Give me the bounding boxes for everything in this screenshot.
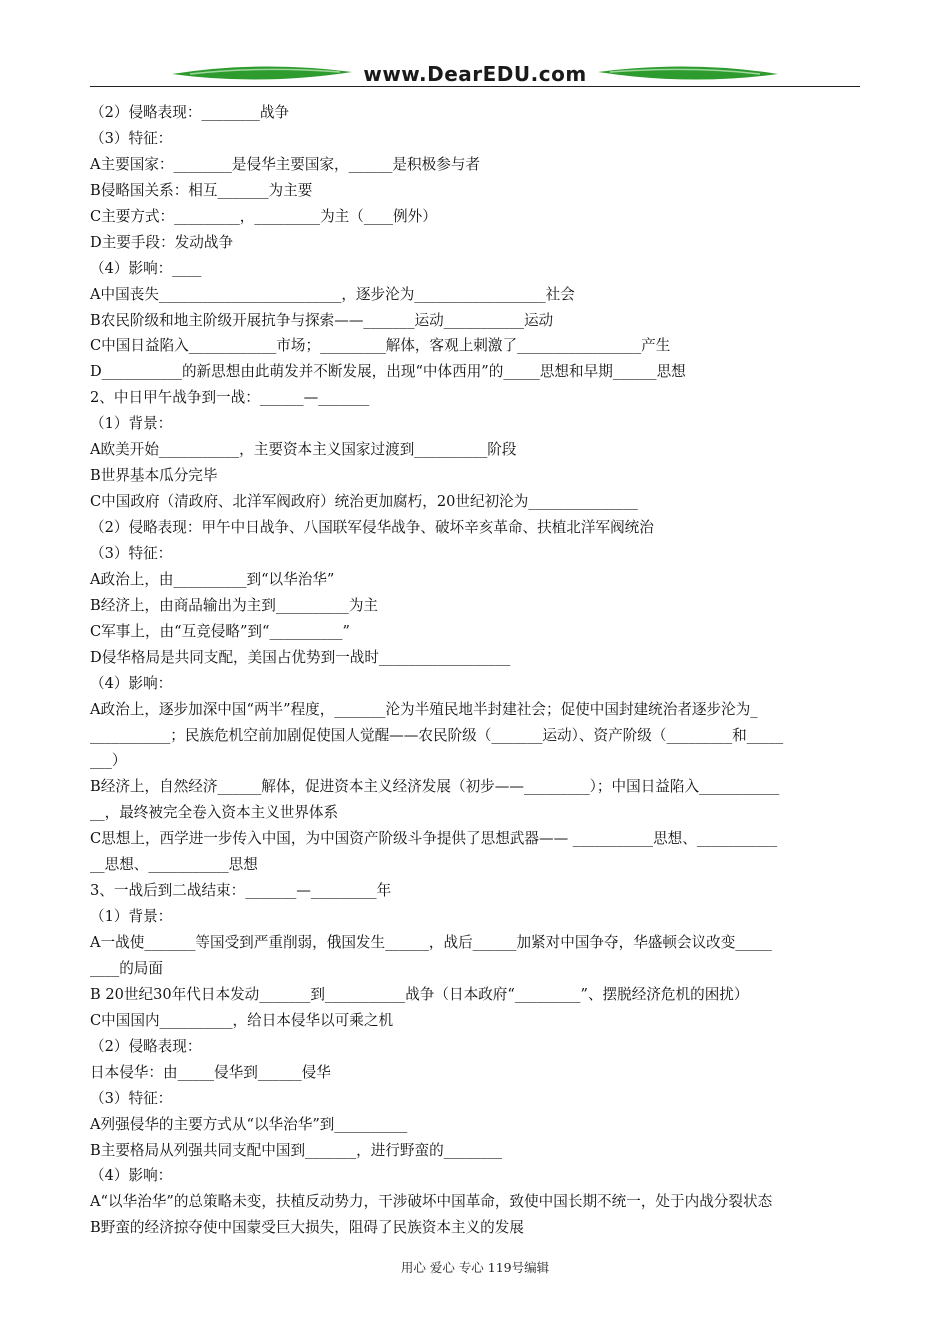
text-line: ____的局面 <box>90 959 163 977</box>
text-line: （3）特征： <box>90 129 173 147</box>
text-line: B主要格局从列强共同支配中国到_______，进行野蛮的________ <box>90 1141 503 1159</box>
document-body <box>90 100 860 1241</box>
text-line: C军事上，由“互竞侵略”到“__________” <box>90 622 350 640</box>
text-line: （4）影响： <box>90 1167 173 1185</box>
site-logo[interactable]: www.DearEDU.com <box>363 62 587 86</box>
text-line: A政治上，由__________到“以华治华” <box>90 570 335 588</box>
text-line: （2）侵略表现：________战争 <box>90 104 290 121</box>
text-line: A“以华治华”的总策略未变，扶植反动势力，干涉破坏中国革命，致使中国长期不统一，处于内战分裂状态 <box>90 1193 773 1211</box>
text-line: A中国丧失_________________________，逐步沦为__________________社会 <box>90 285 575 303</box>
text-line: A列强侵华的主要方式从“以华治华”到__________ <box>90 1115 408 1133</box>
page-footer: 用心 爱心 专心 119号编辑 <box>400 1260 550 1275</box>
text-line: B世界基本瓜分完毕 <box>90 467 218 485</box>
text-line: C中国政府（清政府、北洋军阀政府）统治更加腐朽，20世纪初沦为_______________ <box>90 493 638 511</box>
text-line: （4）影响：____ <box>90 259 202 277</box>
text-line: B经济上，由商品输出为主到__________为主 <box>90 596 379 614</box>
text-line: A一战使_______等国受到严重削弱，俄国发生______，战后______加紧对中国争夺，华盛顿会议改变_____ <box>90 934 772 951</box>
text-line: D___________的新思想由此萌发并不断发展，出现“中体西用”的_____思想和早期______思想 <box>90 363 686 381</box>
text-line: （2）侵略表现：甲午中日战争、八国联军侵华战争、破坏辛亥革命、扶植北洋军阀统治 <box>90 519 654 536</box>
text-line: __思想、___________思想 <box>90 856 258 874</box>
text-line: （2）侵略表现： <box>90 1037 202 1055</box>
text-line: B侵略国关系：相互_______为主要 <box>90 181 313 199</box>
text-line: ___________；民族危机空前加剧促使国人觉醒——农民阶级（_______运动）、资产阶级（_________和_____ <box>90 726 784 744</box>
text-line: （1）背景： <box>90 908 173 926</box>
text-line: B经济上，自然经济______解体，促进资本主义经济发展（初步——_________）；中国日益陷入___________ <box>90 778 780 796</box>
text-line: B野蛮的经济掠夺使中国蒙受巨大损失，阻碍了民族资本主义的发展 <box>90 1219 524 1237</box>
text-line: A主要国家：________是侵华主要国家，______是积极参与者 <box>90 155 480 173</box>
header-rule <box>90 86 860 87</box>
text-line: 3、一战后到二战结束：_______—_________年 <box>90 882 392 900</box>
text-line: （3）特征： <box>90 544 173 562</box>
text-line: C中国日益陷入____________市场；_________解体，客观上刺激了_________________产生 <box>90 337 671 355</box>
text-line: （1）背景： <box>90 415 173 433</box>
text-line: D主要手段：发动战争 <box>90 233 234 251</box>
text-line: 日本侵华：由_____侵华到______侵华 <box>90 1063 331 1081</box>
text-line: __，最终被完全卷入资本主义世界体系 <box>90 804 339 822</box>
text-line: D侵华格局是共同支配，美国占优势到一战时__________________ <box>90 648 511 666</box>
header-banner <box>90 60 860 92</box>
text-line: C思想上，西学进一步传入中国，为中国资产阶级斗争提供了思想武器—— ___________思想、___________ <box>90 830 778 848</box>
text-line: （4）影响： <box>90 674 173 692</box>
text-line: B农民阶级和地主阶级开展抗争与探索——_______运动___________运动 <box>90 311 554 329</box>
text-line: 2、中日甲午战争到一战：______—_______ <box>90 389 370 407</box>
text-line: （3）特征： <box>90 1089 173 1107</box>
text-line: C主要方式：_________，_________为主（____例外） <box>90 207 437 225</box>
text-line: C中国国内__________，给日本侵华以可乘之机 <box>90 1011 394 1029</box>
text-line: A政治上，逐步加深中国“两半”程度，_______沦为半殖民地半封建社会；促使中国封建统治者逐步沦为_ <box>90 700 758 718</box>
text-line: A欧美开始___________，主要资本主义国家过渡到__________阶段 <box>90 441 517 459</box>
text-line: B 20世纪30年代日本发动_______到___________战争（日本政府“_________”、摆脱经济危机的困扰） <box>90 985 749 1003</box>
text-line: ___） <box>90 752 127 770</box>
